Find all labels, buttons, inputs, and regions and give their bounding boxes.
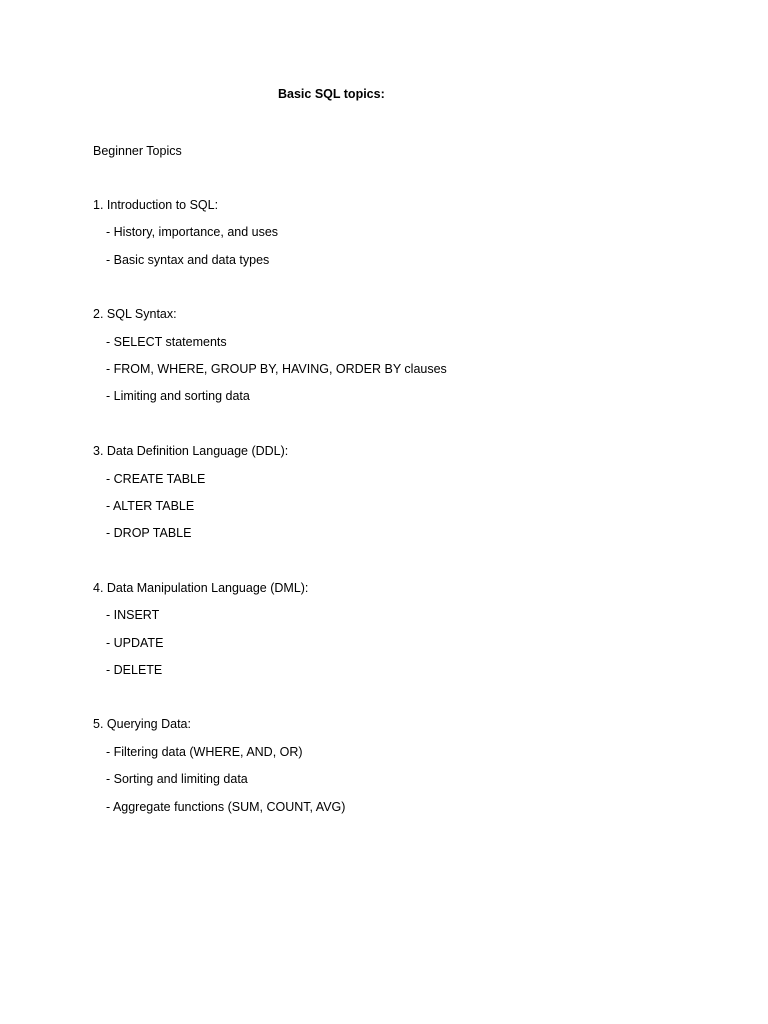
list-item: - CREATE TABLE [106,472,206,486]
list-item: - Basic syntax and data types [106,253,270,267]
list-item: - ALTER TABLE [106,499,195,513]
list-item: - INSERT [106,608,160,622]
list-item: - Limiting and sorting data [106,389,250,403]
section-heading: 4. Data Manipulation Language (DML): [93,581,309,595]
list-item: - DELETE [106,663,163,677]
section-heading: 1. Introduction to SQL: [93,198,219,212]
list-item: - FROM, WHERE, GROUP BY, HAVING, ORDER BY clauses [106,362,447,376]
list-item: - History, importance, and uses [106,225,279,239]
list-item: - Filtering data (WHERE, AND, OR) [106,745,303,759]
section-heading: 2. SQL Syntax: [93,307,177,321]
section-heading: 3. Data Definition Language (DDL): [93,444,289,458]
list-item: - Aggregate functions (SUM, COUNT, AVG) [106,800,346,814]
list-item: - UPDATE [106,636,164,650]
list-item: - SELECT statements [106,335,227,349]
page-title: Basic SQL topics: [278,87,385,101]
section-heading: 5. Querying Data: [93,717,191,731]
list-item: - DROP TABLE [106,526,192,540]
list-item: - Sorting and limiting data [106,772,248,786]
section-subtitle: Beginner Topics [93,144,182,158]
